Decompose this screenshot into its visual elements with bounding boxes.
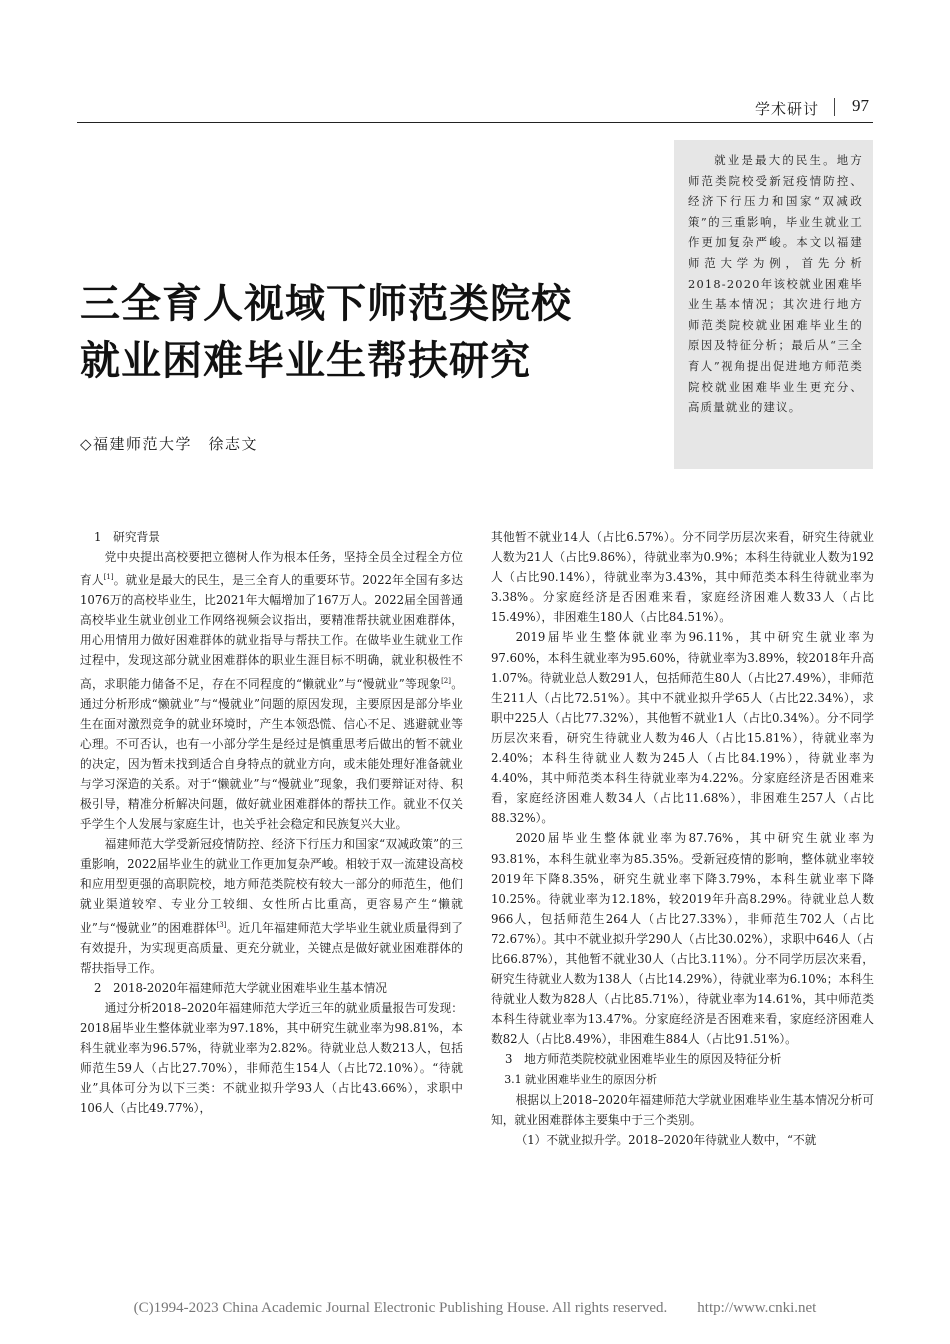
citation: [3] — [216, 920, 227, 929]
section-heading-1: 1 研究背景 — [94, 530, 160, 544]
title-line-1: 三全育人视域下师范类院校 — [80, 281, 572, 327]
paragraph: 2020届毕业生整体就业率为87.76%，其中研究生就业率为93.81%，本科生就业率为85.35%。受新冠疫情的影响，整体就业率较2019年下降8.35%，研究生就业率下降3.79%，本科生就业率下降10.25%。待就业率为12.18%，较2019年升高8.29%。待就业总人数966人，包括师范生264人（占比27.33%），非师范生702人（占比72.67%）。其中不就业拟升学290人（占比30.02%），求职中646人（占比66.87%），其他暂不就业30人（占比3.11%）。分不同学历层次来看，研究生待就业人数为138人（占比14.29%），待就业率为6.10%；本科生待就业人数为828人（占比85.71%），待就业率为14.61%，其中师范类本科生待就业率为13.47%。分家庭经济是否困难来看，家庭经济困难人数82人（占比8.49%），非困难生884人（占比91.51%）。 — [491, 831, 874, 1047]
paragraph: 其他暂不就业14人（占比6.57%）。分不同学历层次来看，研究生待就业人数为21人（占比9.86%），待就业率为0.9%；本科生待就业人数为192人（占比90.14%），待就业率为3.43%，其中师范类本科生待就业率为3.38%。分家庭经济是否困难来看，家庭经济困难人数33人（占比15.49%），非困难生180人（占比84.51%）。 — [491, 530, 874, 625]
paragraph — [80, 547, 463, 834]
paragraph — [80, 834, 463, 978]
section-heading-3: 3 地方师范类院校就业困难毕业生的原因及特征分析 — [505, 1052, 782, 1067]
section-heading-2: 2 2018-2020年福建师范大学就业困难毕业生基本情况 — [94, 980, 387, 995]
article-title — [80, 276, 670, 390]
paragraph: （1）不就业拟升学。2018–2020年待就业人数中，“不就 — [515, 1132, 817, 1147]
running-header — [77, 94, 873, 123]
abstract-text: 就业是最大的民生。地方师范类院校受新冠疫情防控、经济下行压力和国家“双减政策”的三重影响，毕业生就业工作更加复杂严峻。本文以福建师范大学为例，首先分析2018-2020年该校就业困难毕业生基本情况；其次进行地方师范类院校就业困难毕业生的原因及特征分析；最后从“三全育人”视角提出促进地方师范类院校就业困难毕业生更充分、高质量就业的建议。 — [688, 153, 863, 415]
text-run: 。就业是最大的民生，是三全育人的重要环节。2022年全国有多达1076万的高校毕业生，比2021年大幅增加了167万人。2022届全国普通高校毕业生就业创业工作网络视频会议指出，要精准帮扶就业困难群体，用心用情用力做好困难群体的就业指导与帮扶工作。在做毕业生就业工作过程中，发现这部分就业困难群体的职业生涯目标不明确，就业积极性不高，求职能力储备不足，存在不同程度的“懒就业”与“慢就业”等现象 — [80, 573, 463, 691]
text-run: 。通过分析形成“懒就业”与“慢就业”问题的原因发现，主要原因是部分毕业生在面对激烈竞争的就业环境时，产生本领恐慌、信心不足、逃避就业等心理。不可否认，也有一小部分学生是经过是慎重思考后做出的暂不就业的决定，因为暂未找到适合自身特点的就业方向，或未能处理好准备就业与学习深造的关系。对于“懒就业”与“慢就业”现象，我们要辩证对待、积极引导，精准分析解决问题，做好就业困难群体的帮扶工作。就业不仅关乎学生个人发展与家庭生计，也关乎社会稳定和民族复兴大业。 — [80, 676, 463, 832]
citation: [1] — [103, 573, 114, 582]
paragraph: 根据以上2018–2020年福建师范大学就业困难毕业生基本情况分析可知，就业困难群体主要集中于三个类别。 — [491, 1092, 874, 1127]
author-line: ◇福建师范大学 徐志文 — [80, 435, 259, 453]
paragraph: 通过分析2018–2020年福建师范大学近三年的就业质量报告可发现：2018届毕业生整体就业率为97.18%，其中研究生就业率为98.81%，本科生就业率为96.57%，待就业率为2.82%。待就业总人数213人，包括师范生59人（占比27.70%），非师范生154人（占比72.10%）。“待就业”具体可分为以下三类：不就业拟升学93人（占比43.66%），求职中106人（占比49.77%）， — [80, 1000, 463, 1116]
paragraph: 2019届毕业生整体就业率为96.11%，其中研究生就业率为97.60%，本科生就业率为95.60%，待就业率为3.89%，较2018年升高1.07%。待就业总人数291人，包括师范生80人（占比27.49%），非师范生211人（占比72.51%）。其中不就业拟升学65人（占比22.34%），求职中225人（占比77.32%），其他暂不就业1人（占比0.34%）。分不同学历层次来看，研究生待就业人数为46人（占比15.81%），待就业率为2.40%；本科生待就业人数为245人（占比84.19%），待就业率为4.40%，其中师范类本科生待就业率为4.22%。分家庭经济是否困难来看，家庭经济困难人数34人（占比11.68%），非困难生257人（占比88.32%）。 — [491, 630, 874, 826]
left-column — [80, 527, 463, 1118]
abstract-box — [674, 140, 873, 469]
text-run: 党中央提出高校要把立德树人作为根本任务，坚持全员全过程全方位育人 — [80, 550, 463, 588]
journal-section: 学术研讨 — [754, 100, 819, 118]
title-line-2: 就业困难毕业生帮扶研究 — [80, 338, 531, 384]
header-divider — [834, 98, 835, 116]
text-run: 。近几年福建师范大学毕业生就业质量得到了有效提升，为实现更高质量、更充分就业，关键点是做好就业困难群体的帮扶指导工作。 — [80, 920, 463, 975]
text-run: 福建师范大学受新冠疫情防控、经济下行压力和国家“双减政策”的三重影响，2022届毕业生的就业工作更加复杂严峻。相较于双一流建设高校和应用型更强的高职院校，地方师范类院校有较大一部分的师范生，他们就业渠道较窄、专业分工较细、女性所占比重高，更容易产生“懒就业”与“慢就业”的困难群体 — [80, 837, 463, 935]
right-column — [491, 527, 874, 1150]
copyright-footer: (C)1994-2023 China Academic Journal Electronic Publishing House. All rights reserved. http://www.cnki.net — [133, 1300, 817, 1316]
subsection-heading-3-1: 3.1 就业困难毕业生的原因分析 — [504, 1072, 658, 1086]
page-number: 97 — [852, 96, 869, 115]
citation: [2] — [441, 676, 451, 685]
